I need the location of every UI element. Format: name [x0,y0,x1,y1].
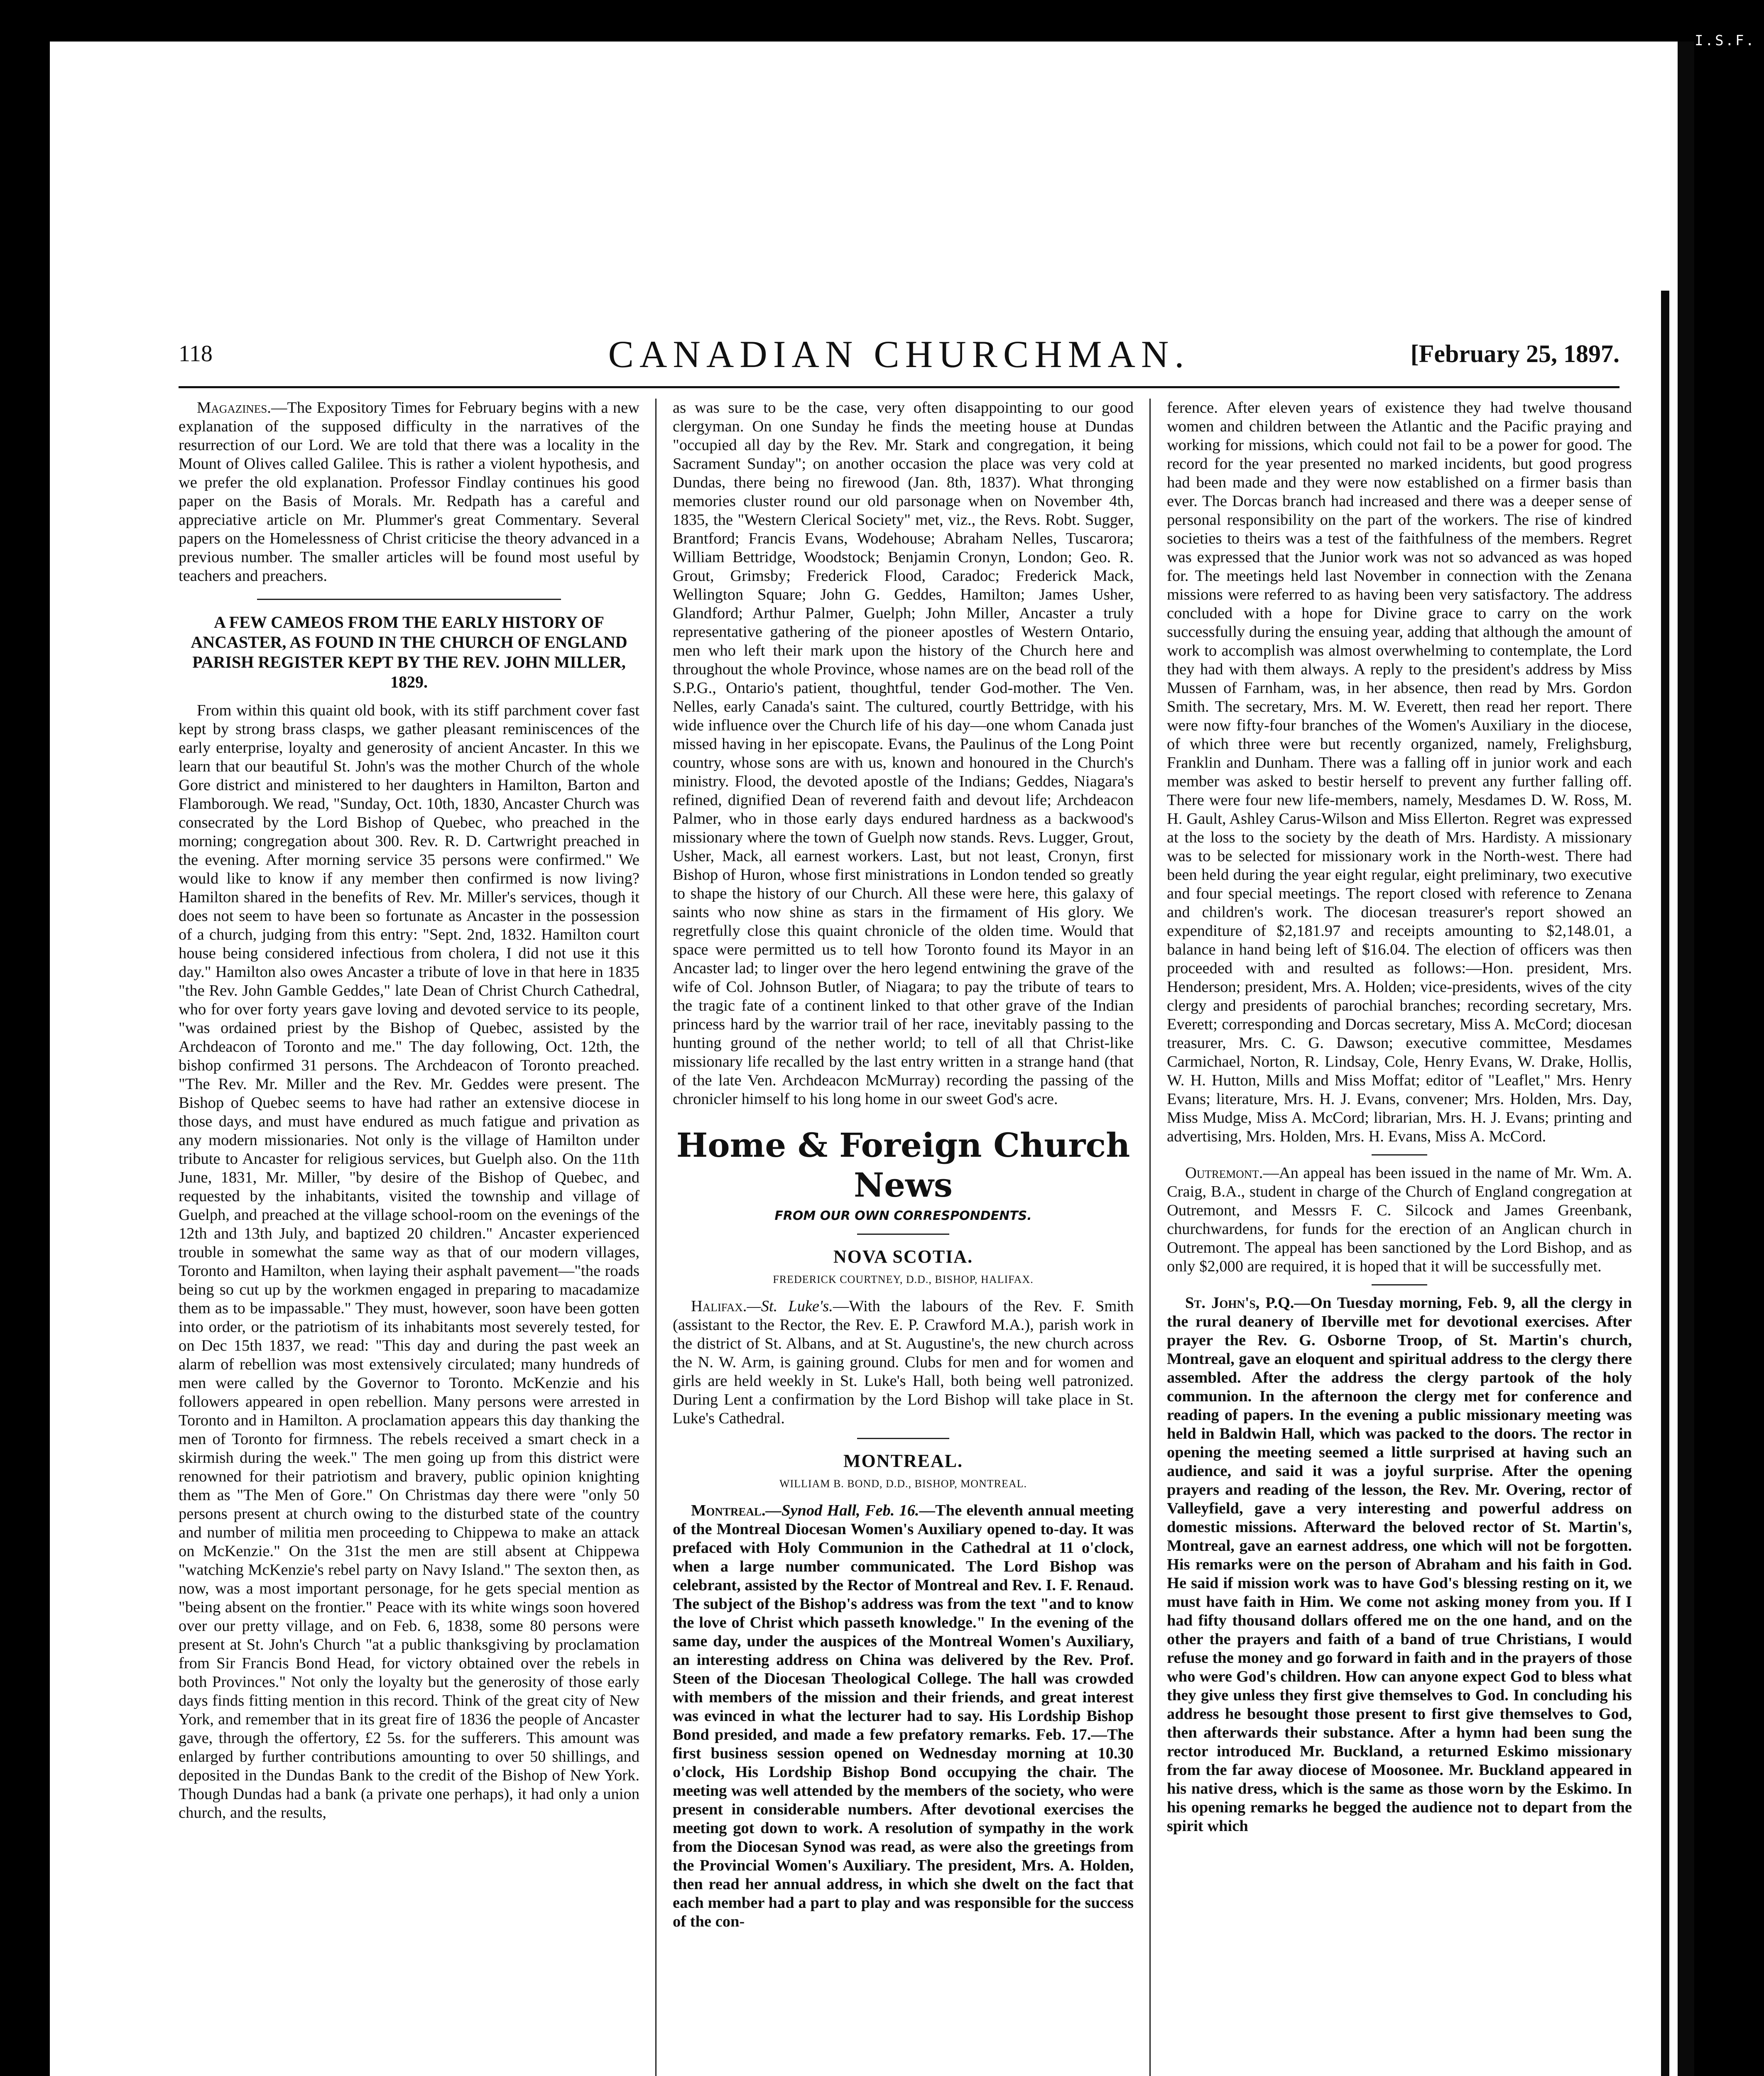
run-in-heading: St. John's, P.Q. [1185,1294,1294,1312]
run-in-heading: Montreal. [691,1502,766,1519]
run-in-heading: Halifax. [691,1298,747,1315]
magazines-paragraph [179,399,639,585]
section-rule [857,1234,949,1235]
column-1 [179,399,639,2076]
scan-edge-stripe [1678,42,1694,2076]
article-title: A FEW CAMEOS FROM THE EARLY HISTORY OF ANCASTER, AS FOUND IN THE CHURCH OF ENGLAND PARISH REGISTER KEPT BY THE REV. JOHN MILLER, 1829. [191,613,627,691]
bishop-line: WILLIAM B. BOND, D.D., BISHOP, MONTREAL. [779,1478,1027,1490]
diocese-heading: MONTREAL. [843,1451,963,1471]
paragraph-text: —The eleventh annual meeting of the Montreal Diocesan Women's Auxiliary opened to-day. It was prefaced with Holy Communion in the Cathedral at 11 o'clock, when a large number communicated. The Lord Bishop was celebrant, assisted by the Rector of Montreal and Rev. I. F. Renaud. The subject of the Bishop's address was from the text "and to know the love of Christ which passeth knowledge." In the evening of the same day, under the auspices of the Montreal Women's Auxiliary, an interesting address on China was delivered by the Rev. Prof. Steen of the Diocesan Theological College. The hall was crowded with members of the mission and their friends, and great interest was evinced in what the lecturer had to say. His Lordship Bishop Bond presided, and made a few prefatory remarks. Feb. 17.—The first business session opened on Wednesday morning at 10.30 o'clock, His Lordship Bishop Bond occupying the chair. The meeting was well attended by the members of the society, who were present in considerable numbers. After devotional exercises the meeting got down to work. A resolution of sympathy in the work from the Diocesan Synod was read, as were also the greetings from the Provincial Women's Auxiliary. The president, Mrs. A. Holden, then read her annual address, in which she dwelt on the fact that each member had a part to play and was responsible for the success of the con- [673,1502,1134,1930]
column-divider [655,399,657,2076]
paragraph-text: —On Tuesday morning, Feb. 9, all the clergy in the rural deanery of Iberville met for devotional exercises. After prayer the Rev. G. Osborne Troop, of St. Martin's church, Montreal, gave an eloquent and spiritual address to the clergy there assembled. After the address the clergy partook of the holy communion. In the afternoon the clergy met for conference and reading of papers. In the evening a public missionary meeting was held in Baldwin Hall, which was packed to the doors. The rector in opening the meeting seemed a little surprised at having such an audience, and said it was a joyful surprise. After the opening prayers and reading of the lesson, the Rev. Mr. Overing, rector of Valleyfield, gave a very interesting and powerful address on domestic missions. Afterward the beloved rector of St. Martin's, Montreal, gave an earnest address, one which will not be forgotten. His remarks were on the person of Abraham and his faith in God. He said if mission work was to have God's blessing resting on it, we must have faith in Him. We come not asking money from you. If I had fifty thousand dollars offered me on the one hand, and on the other the prayers and faith of a band of true Christians, I would refuse the money and go forward in faith and in the prayers of those who were God's children. How can anyone expect God to bless what they give unless they first give themselves to God. In concluding his address he besought those present to first give themselves to God, then afterwards their substance. After a hymn had been sung the rector introduced Mr. Buckland, a returned Eskimo missionary from the far away diocese of Moosonee. Mr. Buckland appeared in his native dress, which is the same as those worn by the Eskimo. In his opening remarks he begged the audience not to depart from the spirit which [1167,1294,1632,1835]
header-rule [179,386,1619,388]
page-header [179,332,1619,382]
page-number: 118 [179,341,213,367]
place-name: —Synod Hall, Feb. 16. [765,1502,919,1519]
article-paragraph: From within this quaint old book, with its stiff parchment cover fast kept by strong brass clasps, we gather pleasant reminiscences of the early enterprise, loyalty and generosity of ancient Ancaster. In this we learn that our beautiful St. John's was the mother Church of the whole Gore district and ministered to her daughters in Hamilton, Barton and Flamborough. We read, "Sunday, Oct. 10th, 1830, Ancaster Church was consecrated by the Lord Bishop of Quebec, who preached in the morning; congregation about 300. Rev. R. D. Cartwright preached in the evening. After morning service 35 persons were confirmed." We would like to know if any member then confirmed is now living? Hamilton shared in the benefits of Rev. Mr. Miller's services, though it does not seem to have been so fortunate as Ancaster in the possession of a church, judging from this entry: "Sept. 2nd, 1832. Hamilton court house being considered infectious from cholera, I did not use it this day." Hamilton also owes Ancaster a tribute of love in that here in 1835 "the Rev. John Gamble Geddes," late Dean of Christ Church Cathedral, who for over forty years gave loving and devoted service to its people, "was ordained priest by the Bishop of Quebec, assisted by the Archdeacon of Toronto and me." The day following, Oct. 12th, the bishop confirmed 31 persons. The Archdeacon of Toronto preached. "The Rev. Mr. Miller and the Rev. Mr. Geddes were present. The Bishop of Quebec seems to have had rather an extensive diocese in those days, and must have endured as much fatigue and privation as any modern missionaries. Not only is the village of Hamilton under tribute to Ancaster for religious services, but Guelph also. On the 11th June, 1831, Mr. Miller, "by desire of the Bishop of Quebec, and requested by the inhabitants, visited the township and village of Guelph, and preached at the village school-room on the evenings of the 12th and 13th July, and baptized 20 children." Ancaster experienced trouble in somewhat the same way as that of our modern villages, Toronto and Hamilton, when laying their asphalt pavement—"the roads being so cut up by the workmen engaged in preparing to macadamize them as to be impassable." They must, however, soon have been gotten into order, or the patriotism of its inhabitants most severely tested, for on Dec 15th 1837, we read: "This day and during the past week an alarm of rebellion was most extensively circulated; many hundreds of men were called by the Governor to Toronto. McKenzie and his followers appeared in open rebellion. Many persons were arrested in Toronto and in Hamilton. A proclamation appears this day thanking the men of Toronto for firmness. The rebels received a smart check in a skirmish during the week." The men going up from this district were renowned for their patriotism and bravery, public opinion knighting them as "The Men of Gore." On Christmas day there were "only 50 persons present at church owing to the disturbed state of the country and number of militia men proceeding to Chippewa to make an attack on McKenzie." On the 31st the men are still absent at Chippewa "watching McKenzie's rebel party on Navy Island." The sexton then, as now, was a most important personage, for he gets special mention as "being absent on the frontier." Peace with its white wings soon hovered over our pretty village, and on Feb. 6, 1838, some 80 persons were present at St. John's Church "at a public thanksgiving by proclamation from Sir Francis Bond Head, for victory obtained over the rebels in both Provinces." Not only the loyalty but the generosity of those early days finds fitting mention in this record. Think of the great city of New York, and remember that in its great fire of 1836 the people of Ancaster gave, through the offertory, £2 5s. for the sufferers. This amount was enlarged by further contributions amounting to over 50 shillings, and deposited in the Dundas Bank to the credit of the Bishop of New York. Though Dundas had a bank (a private one perhaps), it had only a union church, and the results, [179,702,639,1821]
run-in-heading: Outremont. [1185,1164,1263,1182]
paragraph-text: —The Expository Times for February begins with a new explanation of the supposed difficulty in the narratives of the resurrection of our Lord. We are told that there was a locality in the Mount of Olives called Galilee. This is rather a violent hypothesis, and we prefer the old explanation. Professor Findlay continues his good paper on the Basis of Morals. Mr. Redpath has a careful and appreciative article on Mr. Plummer's great Commentary. Several papers on the Homelessness of Christ criticise the theory advanced in a previous number. The smaller articles will be found most useful by teachers and preachers. [179,399,639,585]
paragraph-text: —With the labours of the Rev. F. Smith (assistant to the Rector, the Rev. E. P. Crawford M.A.), parish work in the district of St. Albans, and at St. Augustine's, the new church across the N. W. Arm, is gaining ground. Clubs for men and for women and girls are held weekly in St. Luke's Hall, both being well patronized. During Lent a confirmation by the Lord Bishop will take place in St. Luke's Cathedral. [673,1298,1134,1427]
scan-corner-mark: I.S.F. [1695,32,1756,49]
section-rule [257,599,561,600]
masthead: CANADIAN CHURCHMAN. [608,333,1190,375]
news-paragraph [673,1501,1134,1931]
news-paragraph: ference. After eleven years of existence they had twelve thousand women and children between the Atlantic and the Pacific praying and working for missions, which could not fail to be a power for good. The record for the year presented no marked incidents, but good progress had been made and they were now established on a firmer basis than ever. The Dorcas branch had increased and there was a deeper sense of personal responsibility on the part of the workers. The rise of kindred societies to theirs was a test of the faithfulness of the members. Regret was expressed that the Junior work was not so advanced as was hoped for. The meetings held last November in connection with the Zenana missions were referred to as having been very satisfactory. The address concluded with a hope for Divine grace to carry on the work successfully during the ensuing year, adding that although the amount of work to accomplish was almost overwhelming to contemplate, the Lord they had with them always. A reply to the president's address by Miss Mussen of Farnham, was, in her absence, then read by Mrs. Gordon Smith. The secretary, Mrs. M. W. Everett, then read her report. There were now fifty-four branches of the Women's Auxiliary in the diocese, of which three were but recently organized, namely, Frelighsburg, Franklin and Dunham. There was a falling off in junior work and each member was asked to bestir herself to prevent any further falling off. There were four new life-members, namely, Mesdames D. W. Ross, M. H. Gault, Ashley Carus-Wilson and Miss Ellerton. Regret was expressed at the loss to the society by the death of Mrs. Hardisty. A missionary was to be selected for missionary work in the North-west. There had been held during the year eight regular, eight preliminary, two executive and four special meetings. The report closed with reference to Zenana and children's work. The diocesan treasurer's report showed an expenditure of $2,181.97 and receipts amounting to $2,148.01, a balance in hand being left of $16.04. The election of officers was then proceeded with and resulted as follows:—Hon. president, Mrs. Henderson; president, Mrs. A. Holden; vice-presidents, wives of the city clergy and presidents of parochial branches; recording secretary, Mrs. Everett; corresponding and Dorcas secretary, Miss A. McCord; diocesan treasurer, Mrs. C. G. Dawson; executive committee, Mesdames Carmichael, Norton, R. Lindsay, Cole, Henry Evans, W. Drake, Hollis, W. H. Hutton, Mills and Miss Moffat; editor of "Leaflet," Mrs. Henry Evans; literature, Mrs. H. J. Evans, convener; Mrs. Holden, Mrs. Day, Miss Mudge, Miss A. McCord; librarian, Mrs. H. J. Evans; printing and advertising, Mrs. Holden, Mrs. H. Evans, Miss A. McCord. [1167,399,1632,1145]
news-paragraph [1167,1294,1632,1836]
news-banner: Home & Foreign Church News [676,1126,1130,1204]
place-name: —St. Luke's. [747,1298,833,1315]
news-subtitle: FROM OUR OWN CORRESPONDENTS. [774,1209,1032,1223]
news-paragraph [673,1297,1134,1428]
column-2 [673,399,1134,2076]
issue-date: [February 25, 1897. [1410,340,1619,367]
column-divider [1149,399,1151,2076]
diocese-heading: NOVA SCOTIA. [833,1246,973,1267]
run-in-heading: Magazines. [197,399,271,416]
paragraph-text: —An appeal has been issued in the name of Mr. Wm. A. Craig, B.A., student in charge of the Church of England congregation at Outremont, and Messrs F. C. Silcock and James Greenbank, churchwardens, for funds for the erection of an Anglican church in Outremont. The appeal has been sanctioned by the Lord Bishop, and as only $2,000 are required, it is hoped that it will be successfully met. [1167,1164,1632,1275]
scan-edge-stripe [1661,291,1669,2076]
bishop-line: FREDERICK COURTNEY, D.D., BISHOP, HALIFAX. [773,1273,1034,1285]
section-rule [1372,1284,1427,1285]
news-paragraph [1167,1164,1632,1276]
section-rule [1372,1154,1427,1156]
section-rule [857,1438,949,1439]
column-3 [1167,399,1632,2076]
article-paragraph: as was sure to be the case, very often disappointing to our good clergyman. On one Sunday he finds the meeting house at Dundas "occupied all day by the Rev. Mr. Stark and congregation, it being Sacrament Sunday"; on another occasion the place was very cold at Dundas, there being no firewood (Jan. 8th, 1837). What thronging memories cluster round our old parsonage when on November 4th, 1835, the "Western Clerical Society" met, viz., the Revs. Robt. Sugger, Brantford; Francis Evans, Wodehouse; Abraham Nelles, Tuscarora; William Bettridge, Woodstock; Benjamin Cronyn, London; Geo. R. Grout, Grimsby; Frederick Flood, Caradoc; Frederick Mack, Wellington Square; John G. Geddes, Hamilton; James Usher, Glandford; Arthur Palmer, Guelph; John Miller, Ancaster a truly representative gathering of the pioneer apostles of Western Ontario, men who left their mark upon the history of the Church here and throughout the whole Province, whose names are on the bead roll of the S.P.G., Ontario's patient, thoughtful, tender God-mother. The Ven. Nelles, early Canada's saint. The cultured, courtly Bettridge, with his wide influence over the Church life of his day—one whom Canada just missed having in her episcopate. Evans, the Paulinus of the Long Point country, whose sons are with us, known and honoured in the Church's ministry. Flood, the devoted apostle of the Indians; Geddes, Niagara's refined, dignified Dean of reverend faith and devout life; Archdeacon Palmer, who in those early days endured hardness as a backwood's missionary where the town of Guelph now stands. Revs. Lugger, Grout, Usher, Mack, all earnest workers. Last, but not least, Cronyn, first Bishop of Huron, whose first ministrations in London tended so greatly to shape the history of our Church. All these were here, this galaxy of saints who now shine as stars in the firmament of His glory. We regretfully close this quaint chronicle of the olden time. Would that space were permitted us to tell how Toronto found its Mayor in an Ancaster lad; to linger over the hero legend entwining the grave of the wife of Col. Johnson Butler, of Niagara; to pay the tribute of tears to the tragic fate of a continent linked to that other grave of the Indian princess hard by the warrior trail of her race, inevitably passing to the hunting ground of the nether world; to tell of all that Christ-like missionary life recalled by the last entry written in a strange hand (that of the late Ven. Archdeacon McMurray) recording the passing of the chronicler himself to his long home in our sweet God's acre. [673,399,1134,1108]
